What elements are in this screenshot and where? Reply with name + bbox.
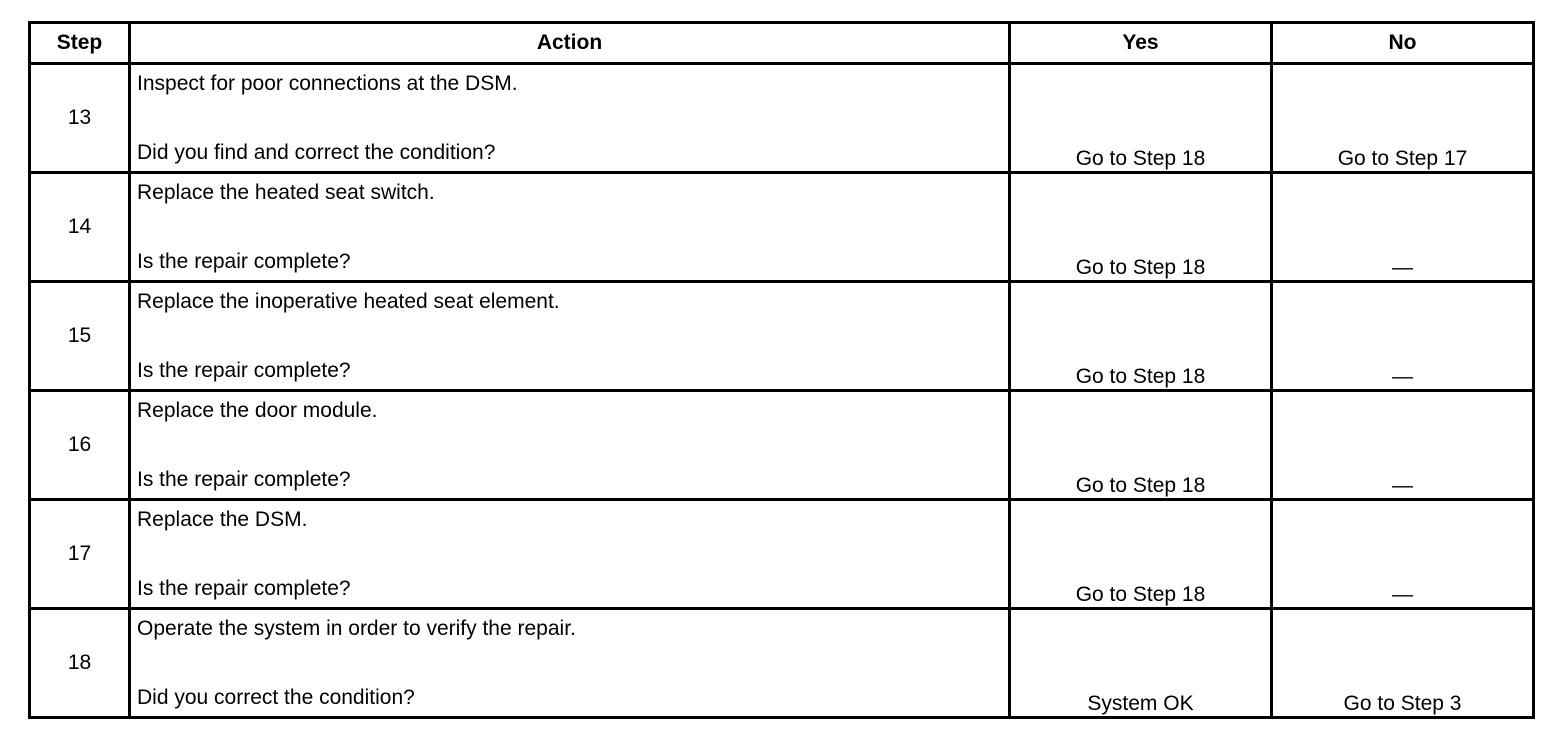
table-row	[30, 500, 1534, 609]
action-text: Operate the system in order to verify the repair.	[137, 617, 576, 640]
header-step: Step	[30, 23, 130, 64]
action-text: Replace the heated seat switch.	[137, 181, 435, 204]
yes-result: Go to Step 18	[1010, 64, 1272, 173]
action-question: Is the repair complete?	[137, 577, 351, 600]
step-number: 18	[30, 609, 130, 718]
action-text: Replace the DSM.	[137, 508, 308, 531]
header-yes: Yes	[1010, 23, 1272, 64]
action-cell	[130, 282, 1010, 391]
no-result: Go to Step 3	[1272, 609, 1534, 718]
step-number: 17	[30, 500, 130, 609]
action-question: Is the repair complete?	[137, 359, 351, 382]
step-number: 14	[30, 173, 130, 282]
action-text: Inspect for poor connections at the DSM.	[137, 72, 518, 95]
no-result: —	[1272, 282, 1534, 391]
yes-result: Go to Step 18	[1010, 282, 1272, 391]
no-result: Go to Step 17	[1272, 64, 1534, 173]
table-row	[30, 64, 1534, 173]
action-cell	[130, 64, 1010, 173]
table-row	[30, 173, 1534, 282]
header-action: Action	[130, 23, 1010, 64]
action-question: Is the repair complete?	[137, 468, 351, 491]
yes-result: Go to Step 18	[1010, 173, 1272, 282]
no-result: —	[1272, 500, 1534, 609]
table-row	[30, 609, 1534, 718]
action-text: Replace the door module.	[137, 399, 378, 422]
diagnostic-table	[28, 21, 1535, 719]
step-number: 16	[30, 391, 130, 500]
header-row	[30, 23, 1534, 64]
action-cell	[130, 391, 1010, 500]
action-cell	[130, 500, 1010, 609]
action-question: Is the repair complete?	[137, 250, 351, 273]
action-question: Did you correct the condition?	[137, 686, 415, 709]
yes-result: Go to Step 18	[1010, 500, 1272, 609]
action-cell	[130, 609, 1010, 718]
action-text: Replace the inoperative heated seat element.	[137, 290, 560, 313]
table-row	[30, 391, 1534, 500]
action-question: Did you find and correct the condition?	[137, 141, 496, 164]
table-row	[30, 282, 1534, 391]
no-result: —	[1272, 391, 1534, 500]
action-cell	[130, 173, 1010, 282]
step-number: 15	[30, 282, 130, 391]
yes-result: System OK	[1010, 609, 1272, 718]
header-no: No	[1272, 23, 1534, 64]
no-result: —	[1272, 173, 1534, 282]
yes-result: Go to Step 18	[1010, 391, 1272, 500]
step-number: 13	[30, 64, 130, 173]
